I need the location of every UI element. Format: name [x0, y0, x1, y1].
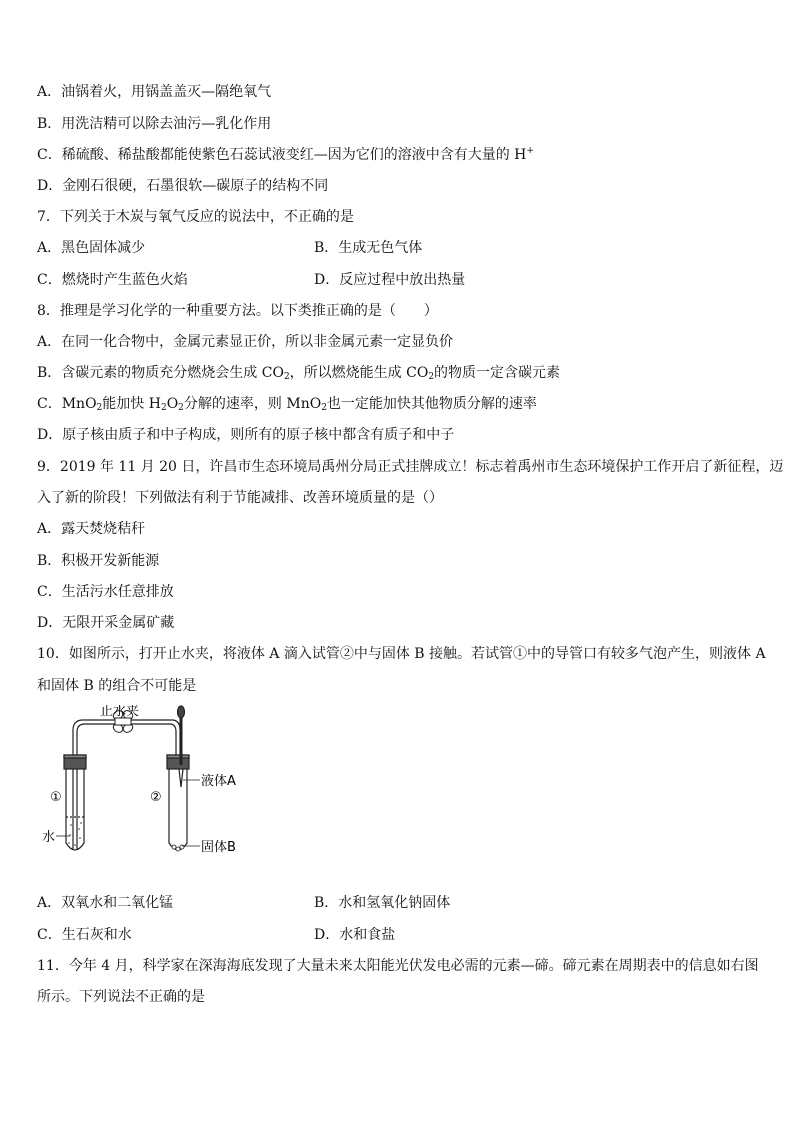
liquid-a-label: 液体A [201, 774, 236, 789]
q10-option-c: C．生石灰和水 [37, 927, 132, 943]
q8-option-a: A．在同一化合物中，金属元素显正价，所以非金属元素一定显负价 [37, 334, 454, 350]
q8-option-d: D．原子核由质子和中子构成，则所有的原子核中都含有质子和中子 [37, 427, 455, 443]
q9-option-d: D．无限开采金属矿藏 [37, 615, 175, 631]
delivery-tube-left [73, 720, 115, 850]
q6-option-a: A．油锅着火，用锅盖盖灭—隔绝氧气 [37, 84, 272, 100]
q9-option-c: C．生活污水任意排放 [37, 584, 174, 600]
q9-stem-line2: 入了新的阶段！下列做法有利于节能减排、改善环境质量的是（） [37, 490, 443, 506]
test-tube-2 [167, 706, 189, 851]
water-label: 水 [42, 830, 56, 845]
tube-2-label: ② [150, 790, 162, 805]
q10-option-b: B．水和氢氧化钠固体 [314, 895, 451, 911]
q6-option-c: C．稀硫酸、稀盐酸都能使紫色石蕊试液变红—因为它们的溶液中含有大量的 H+ [37, 146, 534, 163]
q11-stem-line2: 所示。下列说法不正确的是 [37, 989, 205, 1005]
q8-option-c: C．MnO$_2$能加快 $H_2O_2$分解的速率，则 MnO$_2$也一定能加快其他物质分解的速率 [37, 396, 537, 413]
q7-option-a: A．黑色固体减少 [37, 240, 146, 256]
q11-stem-line1: 11．今年 4 月，科学家在深海海底发现了大量未来太阳能光伏发电必需的元素—碲。碲元素在周期表中的信息如右图 [37, 958, 759, 974]
q7-option-d: D．反应过程中放出热量 [314, 272, 466, 288]
q6-option-b: B．用洗洁精可以除去油污—乳化作用 [37, 116, 272, 132]
q9-option-b: B．积极开发新能源 [37, 553, 160, 569]
q10-stem-line2: 和固体 B 的组合不可能是 [37, 678, 197, 694]
q8-option-b: B．含碳元素的物质充分燃烧会生成 $CO_2$，所以燃烧能生成 $CO_2$的物质一定含碳元素 [37, 365, 561, 382]
q9-stem-line1: 9．2019 年 11 月 20 日，许昌市生态环境局禹州分局正式挂牌成立！标志着禹州市生态环境保护工作开启了新征程，迈 [37, 459, 784, 475]
solid-b-label: 固体B [201, 840, 236, 855]
tube-1-label: ① [50, 790, 62, 805]
apparatus-figure [40, 705, 260, 865]
q10-stem-line1: 10．如图所示，打开止水夹，将液体 A 滴入试管②中与固体 B 接触。若试管①中的导管口有较多气泡产生，则液体 A [37, 646, 766, 662]
apparatus-diagram [40, 705, 260, 865]
q7-option-c: C．燃烧时产生蓝色火焰 [37, 272, 188, 288]
q7-stem: 7．下列关于木炭与氧气反应的说法中，不正确的是 [37, 209, 354, 225]
q6-option-d: D．金刚石很硬，石墨很软—碳原子的结构不同 [37, 178, 329, 194]
q10-option-a: A．双氧水和二氧化锰 [37, 895, 174, 911]
q8-stem: 8．推理是学习化学的一种重要方法。以下类推正确的是（ ） [37, 303, 438, 319]
clamp-label: 止水夹 [100, 705, 140, 719]
q10-option-d: D．水和食盐 [314, 927, 396, 943]
q7-option-b: B．生成无色气体 [314, 240, 423, 256]
q9-option-a: A．露天焚烧秸秆 [37, 521, 146, 537]
